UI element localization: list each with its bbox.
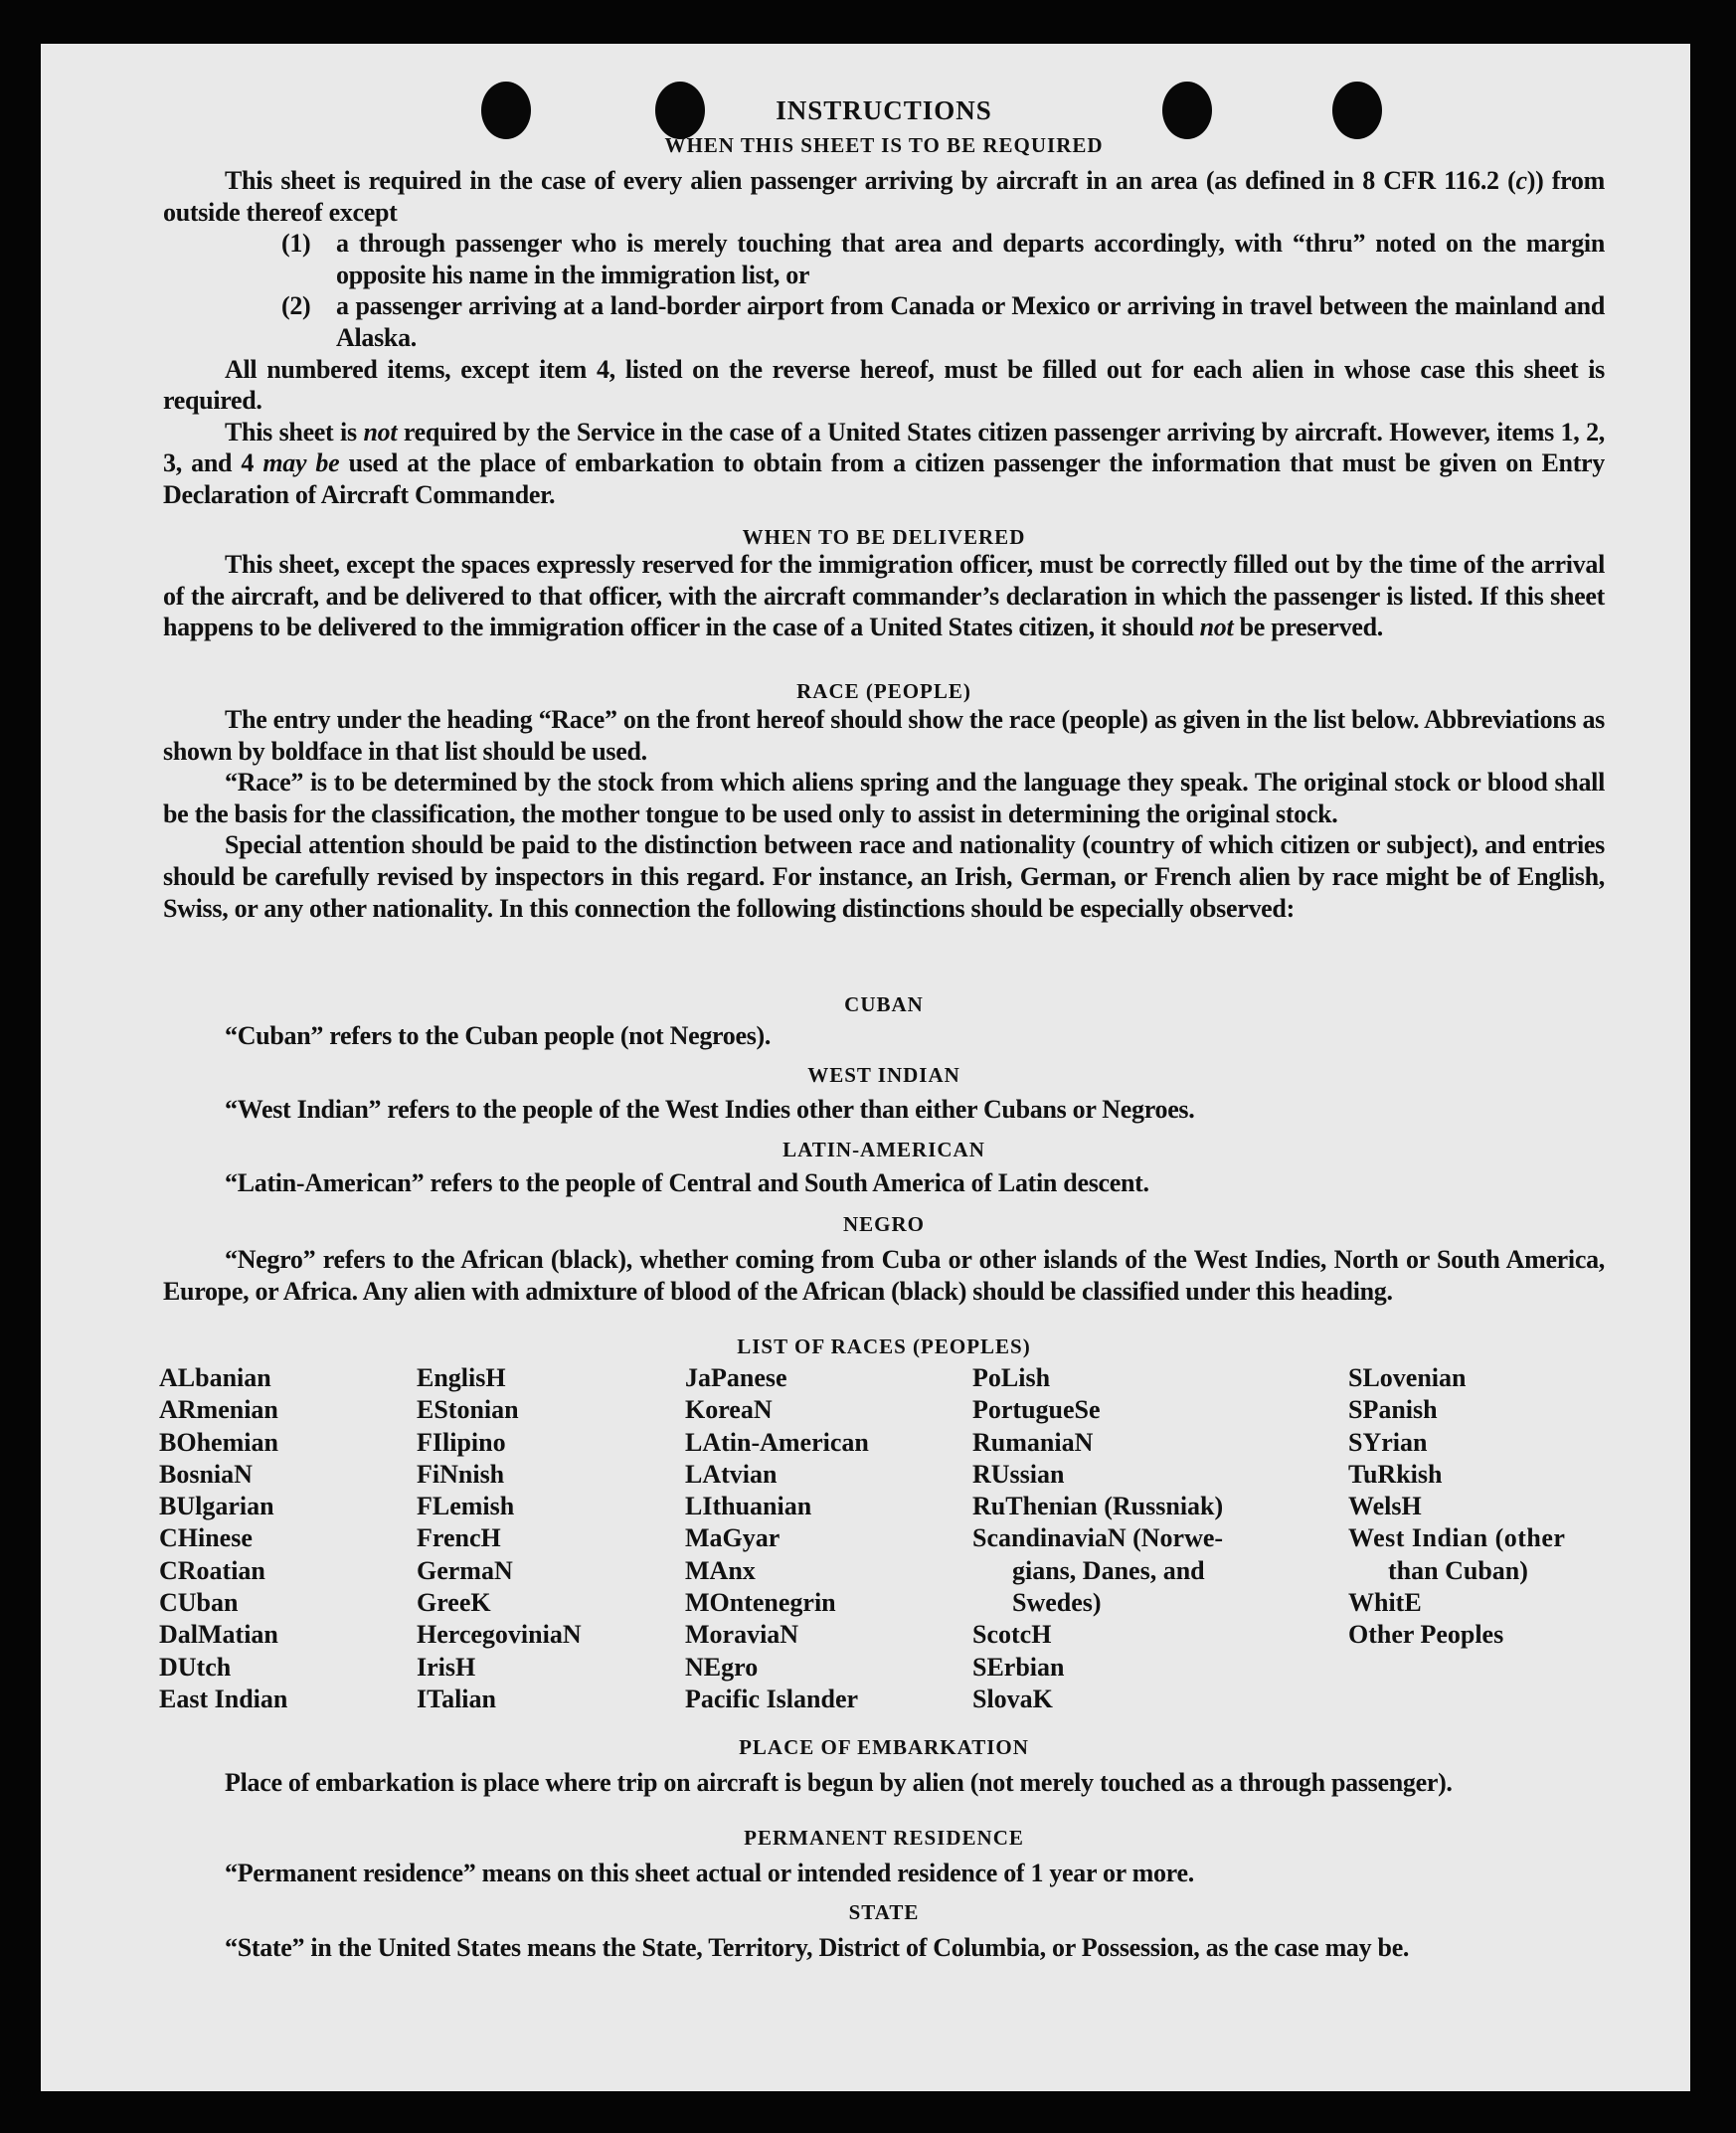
race-item: West Indian (other [1348,1523,1566,1553]
race-item: RumaniaN [972,1427,1094,1457]
race-item: GermaN [417,1555,513,1585]
race-item: ALbanian [159,1363,271,1392]
text: This sheet, except the spaces expressly reserved for the immigration officer, must be correctly filled out by the time of the arrival of the aircraft, and be delivered to that officer, with the aircraft commander’s declaration in which the passenger is listed. If this sheet happens to be delivered to the immigration officer in the case of a United States citizen, it should [163,550,1605,642]
race-item: MOntenegrin [685,1588,836,1618]
race-item: SYrian [1348,1427,1428,1457]
section-heading-required: WHEN THIS SHEET IS TO BE REQUIRED [664,133,1104,157]
race-item: SlovaK [972,1684,1053,1713]
race-item: MAnx [685,1555,756,1585]
race-item: TuRkish [1348,1459,1443,1489]
race-item: Swedes) [1012,1588,1102,1618]
section-required-body [163,165,1605,511]
race-item: ARmenian [159,1395,278,1425]
races-column [972,1362,1223,1715]
negro-body [163,1244,1605,1307]
paragraph [163,417,1605,511]
race-item: HercegoviniaN [417,1620,582,1650]
text: may be [262,448,340,478]
state-body [163,1932,1605,1964]
heading-negro: NEGRO [842,1212,925,1236]
race-item: ScandinaviaN (Norwe- [972,1523,1224,1553]
heading-cuban: CUBAN [844,992,924,1016]
item-text: a passenger arriving at a land-border airport from Canada or Mexico or arriving in travel between the mainland and Alaska. [336,291,1605,352]
heading-residence: PERMANENT RESIDENCE [744,1826,1024,1850]
heading-state: STATE [848,1900,920,1924]
race-item: WelsH [1348,1492,1422,1521]
race-item: DUtch [159,1652,232,1682]
text: c [1515,166,1527,195]
paragraph [163,549,1605,643]
text: used at the place of embarkation to obtain from a citizen passenger the information that must be given on Entry Declaration of Aircraft Commander. [163,448,1605,509]
west-indian-body [163,1094,1605,1126]
text: This sheet is required in the case of every alien passenger arriving by aircraft in an area (as defined in 8 CFR 116.2 ( [225,166,1516,195]
item-number: (2) [281,291,311,321]
latin-american-body [163,1167,1605,1199]
paragraph: “Permanent residence” means on this sheet actual or intended residence of 1 year or more. [225,1859,1194,1887]
item-number: (1) [281,229,311,259]
list-item [281,290,1605,353]
paragraph: The entry under the heading “Race” on the front hereof should show the race (people) as given in the list below. Abbreviations as shown by boldface in that list should be used. [163,705,1605,766]
paragraph: All numbered items, except item 4, listed on the reverse hereof, must be filled out for each alien in whose case this sheet is required. [163,354,1605,416]
paragraph: “State” in the United States means the State, Territory, District of Columbia, or Possession, as the case may be. [225,1933,1410,1962]
race-item: East Indian [159,1684,288,1713]
list-item [281,228,1605,290]
paragraph: “Cuban” refers to the Cuban people (not Negroes). [225,1021,772,1050]
text: not [1199,613,1234,642]
page-title: INSTRUCTIONS [776,95,992,125]
race-item: RuThenian (Russniak) [972,1492,1224,1521]
paragraph: “Race” is to be determined by the stock from which aliens spring and the language they speak. The original stock or blood shall be the basis for the classification, the mother tongue to be used only to assist in determining the original stock. [163,768,1605,828]
races-column [685,1362,869,1715]
text: be preserved. [1233,613,1383,642]
race-item: BosniaN [159,1459,253,1489]
race-item: BOhemian [159,1427,278,1457]
race-item: FIlipino [417,1427,506,1457]
races-column [417,1362,582,1715]
race-item: CRoatian [159,1555,265,1585]
race-item: ScotcH [972,1620,1052,1650]
paragraph: “West Indian” refers to the people of the West Indies other than either Cubans or Negroes. [225,1095,1195,1124]
race-item: WhitE [1348,1588,1422,1618]
race-item: RUssian [972,1459,1065,1489]
race-item: FiNnish [417,1459,505,1489]
race-item: PoLish [972,1363,1051,1392]
race-item: Pacific Islander [685,1684,859,1713]
text: required by the Service in the case of a United States citizen passenger arriving by aircraft. However, items 1, 2, 3, and 4 [163,417,1605,478]
residence-body [163,1858,1605,1889]
item-text: a through passenger who is merely touching that area and departs accordingly, with “thru” noted on the margin opposite his name in the immigration list, or [336,229,1605,289]
embarkation-body [163,1767,1605,1799]
race-item: ITalian [417,1684,496,1713]
race-item: CHinese [159,1523,253,1553]
heading-west-indian: WEST INDIAN [807,1063,960,1087]
race-item: CUban [159,1588,239,1618]
section-delivered-body [163,549,1605,643]
race-item: LAtin-American [685,1427,869,1457]
race-item: EnglisH [417,1363,506,1392]
race-item: LIthuanian [685,1492,812,1521]
heading-latin-american: LATIN-AMERICAN [782,1138,985,1161]
text: This sheet is [225,417,364,446]
paragraph [163,165,1605,228]
races-column [1348,1362,1565,1652]
race-item: PortugueSe [972,1395,1101,1425]
paragraph: “Latin-American” refers to the people of Central and South America of Latin descent. [225,1168,1149,1197]
race-item: FLemish [417,1492,515,1521]
race-item: LAtvian [685,1459,778,1489]
race-item: GreeK [417,1588,491,1618]
race-item: FrencH [417,1523,501,1553]
race-item: MoraviaN [685,1620,799,1650]
race-item: gians, Danes, and [1012,1555,1205,1585]
section-heading-delivered: WHEN TO BE DELIVERED [742,525,1026,549]
race-item: DalMatian [159,1620,278,1650]
paragraph: Place of embarkation is place where trip on aircraft is begun by alien (not merely touched as a through passenger). [225,1768,1453,1797]
race-item: SLovenian [1348,1363,1467,1392]
section-race-body [163,704,1605,924]
race-item: BUlgarian [159,1492,274,1521]
race-item: EStonian [417,1395,519,1425]
races-column [159,1362,287,1715]
race-item: than Cuban) [1388,1555,1528,1585]
heading-list-of-races: LIST OF RACES (PEOPLES) [737,1334,1031,1358]
race-item: SPanish [1348,1395,1438,1425]
text: not [363,417,398,446]
race-item: JaPanese [685,1363,787,1392]
paragraph: Special attention should be paid to the distinction between race and nationality (country of which citizen or subject), and entries should be carefully revised by inspectors in this regard. For instance, an Irish, German, or French alien by race might be of English, Swiss, or any other nationality. In this connection the following distinctions should be especially observed: [163,830,1605,923]
race-item: KoreaN [685,1395,773,1425]
race-item: Other Peoples [1348,1620,1504,1650]
heading-embarkation: PLACE OF EMBARKATION [739,1735,1029,1759]
race-item: MaGyar [685,1523,781,1553]
paragraph: “Negro” refers to the African (black), whether coming from Cuba or other islands of the West Indies, North or South America, Europe, or Africa. Any alien with admixture of blood of the African (black) should be classified under this heading. [163,1245,1605,1306]
section-heading-race: RACE (PEOPLE) [796,679,971,703]
race-item: NEgro [685,1652,759,1682]
race-item: SErbian [972,1652,1065,1682]
cuban-body [163,1020,1605,1052]
text: )) from outside thereof except [163,166,1605,227]
race-item: IrisH [417,1652,476,1682]
